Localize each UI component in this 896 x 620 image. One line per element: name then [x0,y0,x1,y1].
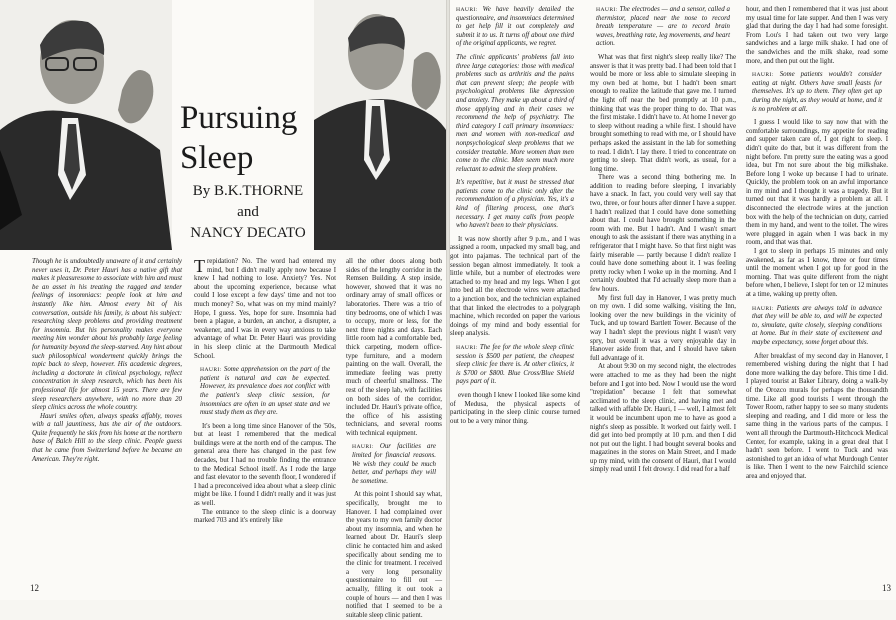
column-6-paragraph-3: I got to sleep in perhaps 15 minutes and only awakened, as far as I know, three or four times until the moment when I got up for good in the morning. That was quite different from the night before when, I believe, I slept for ten or 12 minutes at a time, waking up pretty often. [746,248,888,298]
column-4-paragraph-1: It was now shortly after 9 p.m., and I was assigned a room, unpacked my small bag, and got into pajamas. The technical part of the session began almost immediately. It took a little while, but a number of electrodes were attached to my head and my legs. When I got into bed all the electrode wires were attached to a junction box, and the technician explained that that linked the electrodes to a polygraph machine, which recorded on paper the various doings of my mind and body essential for sleep analysis. [450,235,580,338]
portrait-illustration-2 [314,0,446,250]
photo-dr-hauri-left [0,0,172,250]
column-6-paragraph-1: hour, and then I remembered that it was just about my usual time for late supper. And then I was very glad that during the day I had had some foresight. From Lou's I had taken out two very large sandwiches and a large milk shake. I had one of the sandwiches and the milk shake, read some more, and then put out the light. [746,6,888,65]
portrait-illustration [0,0,172,250]
column-2-paragraph-2: It's been a long time since Hanover of the '50s, but at least I remembered that the medical buildings were at the north end of the campus. The general area there has changed in the past few decades, but I had no trouble finding the entrance to the Medical School itself. As I rode the large and fast elevator to the seventh floor, I wondered if I had a preconceived idea about what a sleep clinic might be like. I found I didn't really and it was just as well. [194,422,336,508]
photo-dr-hauri-right [314,0,446,250]
hauri-quote-3: HAURI: We have heavily detailed the questionnaire, and insomniacs determined to get help fill it out completely and submit it to us. It turns off about one third of the original applicants, we regret. [456,6,574,48]
column-5-paragraph-4: At about 9:30 on my second night, the electrodes were attached to me as they had been the night before and I got into bed. Now I would use the word "trepidation" because I felt that somewhat acclimated to the sleep clinic, and having met and talked with affable Dr. Hauri, I — well, I almost felt it would be incumbent upon me to have as good a night's sleep as possible. It worked out fairly well. I did get into bed promptly at 10 p.m. and then I did not put out the light. I had bought several books and magazines in the stores on Main Street, and I made up my mind, with the consent of Hauri, that I would simply read until I felt drowsy. I did read for a half [590,363,736,474]
right-page [450,0,896,600]
column-1-intro [32,258,182,580]
hauri-quote-6: HAURI: Some patients wouldn't consider eating at night. Others have small feasts for themselves. It's up to them. They often get up during the night, as they would at home, and it is no problem at all. [752,71,882,113]
intro-paragraph: Though he is undoubtedly unaware of it and certainly never uses it, Dr. Peter Hauri has a native gift that makes it pleasuresome to associate with him and must be an asset in his treating the ragged and tender feelings of insomniacs: people look at him and instantly like him. Almost every bit of his conversation, outside his family, is about his subject: researching sleep problems and providing treatment for insomnia. But his personality makes everyone meeting him wonder about his probably large feeling for humanity beyond the sleep-starved. Any hint about such philosophical wonderment quickly brings the topic back to sleep, however. His academic degrees, including a doctorate in clinical psychology, reflect concentration in sleep research, which has been his professional life for almost 15 years. There are few sleep researchers anywhere, with no more than 20 sleep clinics across the whole country. [32,258,182,412]
hauri-quote-5: HAURI: The electrodes — and a sensor, called a thermistor, placed near the nose to record breath temperature — are to record brain waves, breathing rate, leg movements, and heart action. [596,6,730,48]
column-6-paragraph-4: After breakfast of my second day in Hanover, I remembered wishing during the night that I had done more walking the day before. This time I did. I played tourist at Baker Library, doing a walk-by of the Orozco murals for perhaps the thousandth time. Like all good tourists I went through the Tower Room, rather happy to see so many students sleeping and reading, and I did more or less the same thing in the various parts of the campus. I went all through the Dartmouth-Hitchcock Medical Center, for example, taking in a great deal that I hadn't seen before. I went to Tuck and was astonished to get an idea of what Murdough Center is like. Then I went to the new Fairchild science area and enjoyed that. [746,352,888,480]
column-3-paragraph-1: all the other doors along both sides of the lengthy corridor in the Remsen Building. A step inside, however, showed that it was no ordinary array of small offices or laboratories. There was a trio of tiny bedrooms, one of which I was to occupy, more or less, for the next three nights and days. Each little room had a comfortable bed, thick carpeting, modern office-type furniture, and a modern painting on the wall. Overall, the immediate feeling was pretty much of cheerful smallness. The rest of the sleep lab, with facilities on both sides of the corridor, included Dr. Hauri's private office, the office of his assisting technicians, and several rooms with technical equipment. [346,258,442,437]
byline-line-3: NANCY DECATO [190,225,306,241]
byline-line-2: and [237,204,259,220]
intro-paragraph-2: Hauri smiles often, always speaks affably, moves with a tall jauntiness, has the air of the outdoors. Quite frequently he skis from his home at the northern base of Balch Hill to the sleep clinic. People guess that he came from Switzerland before he became an American. They're right. [32,412,182,463]
hauri-quote-7: HAURI: Patients are always told in advance that they will be able to, and will be expected to, simulate, quite closely, sleeping conditions at home. But in their state of excitement and maybe expectancy, some forget about this. [752,304,882,346]
column-3 [346,258,442,619]
hauri-quote-4: HAURI: The fee for the whole sleep clinic session is $500 per patient, the cheapest sleep clinic fee there is. At other clinics, it is $700 or $800. Blue Cross/Blue Shield pays part of it. [456,343,574,386]
column-5 [590,6,736,592]
hauri-quote-2: HAURI: Our facilities are limited for financial reasons. We wish they could be much better, and perhaps they will be sometime. [352,443,436,485]
column-4-paragraph-2: even though I knew I looked like some kind of Medusa, the physical aspects of participating in the sleep clinic course turned out to be a very minor thing. [450,391,580,425]
byline-line-1: By B.K.THORNE [192,183,304,199]
column-5-paragraph-1: What was that first night's sleep really like? The answer is that it was pretty bad. I had been told that I would be more or less able to simulate sleeping in my own bed at home, but I hadn't been smart enough to realize the latitude that gave me. I turned the light off near the bed promptly at 10 p.m., thinking that was the proper thing to do. That was the first mistake. I didn't have to. At home I never go to sleep without reading a while first. I should have brought something to read with me, or I should have perhaps asked the assistant in the lab for something to read. I didn't. I lay there. I tried to concentrate on getting to sleep. That didn't work, as usual, for a long time. [590,53,737,173]
column-4 [450,6,580,592]
column-5-paragraph-3: My first full day in Hanover, I was pretty much on my own. I did some walking, visiting the Inn, looking over the new buildings in the vicinity of Tuck, and up toward Bartlett Tower. Because of the way I hadn't slept the previous night I wasn't very spry, but overall it was a very enjoyable day in Hanover aside from that, and I should have taken full advantage of it. [590,294,736,362]
column-2-paragraph-3: The entrance to the sleep clinic is a doorway marked 703 and it's entirely like [194,508,336,525]
drop-cap: T [194,256,205,276]
column-3-paragraph-2: At this point I should say what, specifically, brought me to Hanover. I had complained over the years to my own family doctor about my insomnia, and when he learned about Dr. Hauri's sleep clinic he contacted him and asked specifically about sending me to the clinic for treatment. I received a very long personality questionnaire to fill out — actually, filling it out took a couple of hours — and then I was notified that I seemed to be a suitable sleep clinic patient. [346,491,442,619]
column-2 [194,258,336,592]
article-headline [180,98,298,178]
article-byline [186,181,310,244]
headline-line-1: Pursuing [180,100,298,136]
column-5-paragraph-2: There was a second thing bothering me. In addition to reading before sleeping, I invariably have a snack. In fact, you could very well say that two, three, or four hours after dinner I have a supper. I hadn't realized that I could have done something about that. I could have brought something in the room with me. But I hadn't. And I wasn't smart enough to ask the assistant if there was anything in a refrigerator that I might have. So that first night was fairly miserable — partly because I didn't realize I could have done something about it. I was feeling pretty rocky when I woke up in the morning. And I certainly doubted that I'd actually sleep more than a few hours. [590,174,736,293]
headline-line-2: Sleep [180,140,254,176]
page-number-right: 13 [882,583,891,593]
hauri-quote-3b: The clinic applicants' problems fall into three large categories: those with medical problems such as arthritis and the pains that can prevent sleep; the people with psychological problems like depression and anxiety. They make up about a third of those applying and in their cases we recommend the help of psychiatry. The third category I call primary insomniacs: men and women with non-medical and nonpsychological sleep problems that we consider treatable. More women than men come to the clinic. Men seem much more reluctant to admit the sleep problem. [456,53,574,173]
hauri-quote-3c: It's repetitive, but it must be stressed that patients come to the clinic only after the recommendation of a physician. Yes, it's a kind of filtering process, one that's necessary. I get many calls from people who haven't been to their physicians. [456,179,574,230]
hauri-quote-1: HAURI: Some apprehension on the part of the patient is natural and can be expected. However, its prevalence does not conflict with the patient's sleep clinic session, for insomniacs are often in an upset state and we must study them as they are. [200,366,330,417]
column-6 [746,6,888,578]
page-number-left: 12 [30,583,39,593]
column-6-paragraph-2: I guess I would like to say now that with the comfortable surroundings, my appetite for reading and supper taken care of, I got right to sleep. I didn't quite do that, but it was different from the night before. I'm pretty sure the eating was a good idea, but I'm not sure about the big milkshake. Before long I woke up because I had to urinate. Quickly, the problem took on an awful importance in my mind and I thought it was a tragedy. But it turned out that it was hardly a problem at all. I disconnected the electrode wires at the junction box with the help of the technician on duty, carried them in my hand, and went to the toilet. The wires were plugged in again when I was back in my room, and that was that. [746,119,888,247]
column-2-paragraph-1: Trepidation? No. The word had entered my mind, but I didn't really apply now because I knew I had nothing to lose. Anxiety? Yes. Not about the upcoming experience, because what could I lose except a few days' time and not too much money? So, what was on my mind mainly? Hope, I guess. Yes, hope for sure. Insomnia had been a plague, a burden, an anchor, a disrupter, a weakener, and I was in every way anxious to take advantage of what Dr. Peter Hauri was providing in his sleep clinic at the Dartmouth Medical School. [194,256,336,360]
